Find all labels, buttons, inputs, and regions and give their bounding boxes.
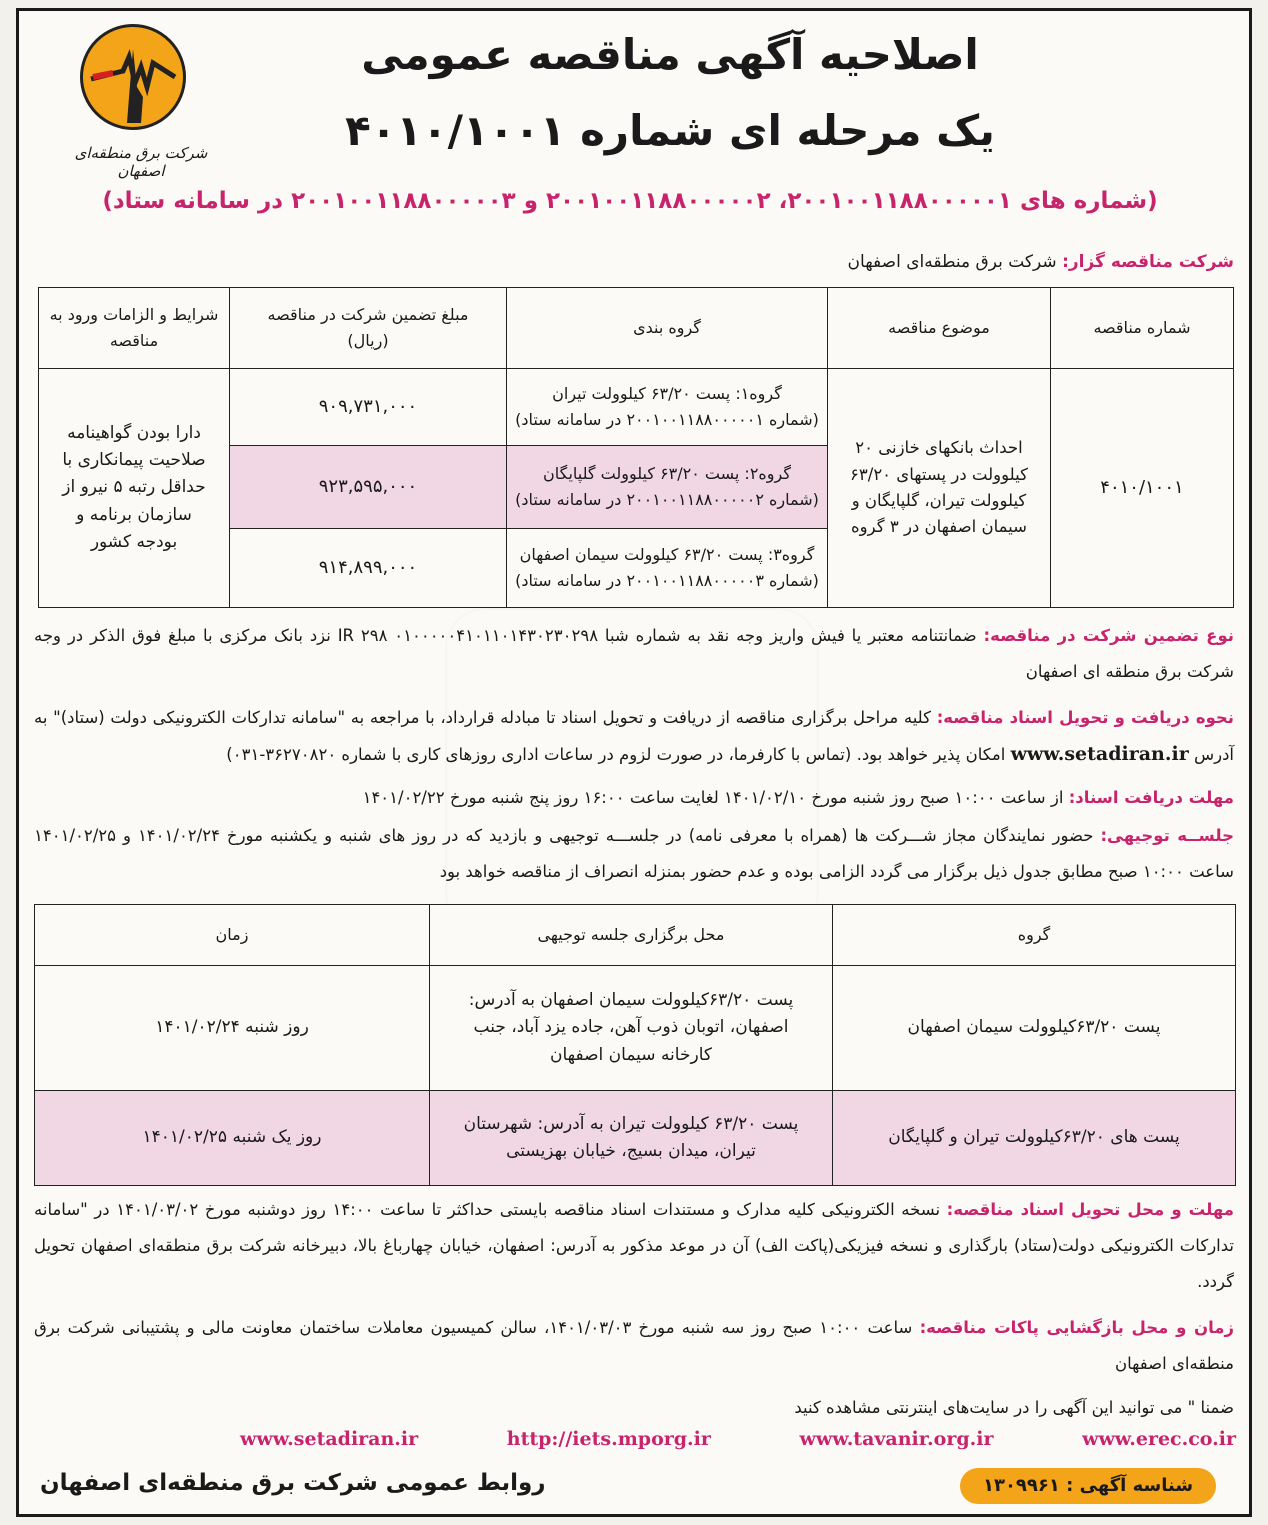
website-links <box>240 1428 1236 1450</box>
briefing-time: روز شنبه ۱۴۰۱/۰۲/۲۴ <box>35 966 430 1091</box>
documents-paragraph <box>34 700 1234 773</box>
group-cell <box>507 446 828 529</box>
logo-emblem-icon <box>80 24 186 130</box>
table-row <box>39 369 1234 446</box>
submission-label: مهلت و محل تحویل اسناد مناقصه: <box>946 1200 1234 1219</box>
deadline-text: از ساعت ۱۰:۰۰ صبح روز شنبه مورخ ۱۴۰۱/۰۲/۱۰ لغایت ساعت ۱۶:۰۰ روز پنج شنبه مورخ ۱۴۰۱/۰۲/۲۲ <box>362 788 1064 807</box>
th-time: زمان <box>35 905 430 966</box>
th-group: گروه <box>833 905 1236 966</box>
documents-text-after: امکان پذیر خواهد بود. (تماس با کارفرما، در صورت لزوم در ساعات اداری روزهای کاری با شماره ۳۶۲۷۰۸۲۰-۰۳۱) <box>226 745 1006 764</box>
deadline-label: مهلت دریافت اسناد: <box>1068 788 1234 807</box>
th-guarantee: مبلغ تضمین شرکت در مناقصه (ریال) <box>230 288 507 369</box>
note-paragraph: ضمنا " می توانید این آگهی را در سایت‌های اینترنتی مشاهده کنید <box>794 1398 1234 1417</box>
link-setadiran[interactable]: www.setadiran.ir <box>240 1428 419 1450</box>
group-title: گروه۳: پست ۶۳/۲۰ کیلوولت سیمان اصفهان <box>519 545 815 565</box>
logo-caption: شرکت برق منطقه‌ای اصفهان <box>74 144 208 180</box>
tender-table-header <box>39 288 1234 369</box>
tender-number: ۴۰۱۰/۱۰۰۱ <box>1051 369 1234 608</box>
title-line-2: یک مرحله ای شماره ۴۰۱۰/۱۰۰۱ <box>345 106 995 155</box>
group-amount: ۹۰۹,۷۳۱,۰۰۰ <box>230 369 507 446</box>
opening-label: زمان و محل بازگشایی پاکات مناقصه: <box>919 1318 1234 1337</box>
th-subject: موضوع مناقصه <box>828 288 1051 369</box>
group-cell <box>507 369 828 446</box>
guarantee-type-paragraph <box>34 618 1234 690</box>
title-line-1: اصلاحیه آگهی مناقصه عمومی <box>361 30 979 79</box>
guarantee-type-text: ضمانتنامه معتبر یا فیش واریز وجه نقد به شماره شبا IR ۲۹۸ ۰۱۰۰۰۰۰۴۱۰۱۱۰۱۴۳۰۲۳۰۲۹۸ نزد بانک مرکزی با مبلغ فوق الذکر در وجه شرکت برق منطقه ای اصفهان <box>34 626 1234 681</box>
ad-id-badge: شناسه آگهی : ۱۳۰۹۹۶۱ <box>960 1468 1216 1504</box>
briefing-text: حضور نمایندگان مجاز شـــرکت ها (همراه با معرفی نامه) در جلســـه توجیهی و بازدید که در روز های شنبه و یکشنبه مورخ ۱۴۰۱/۰۲/۲۴ و ۱۴۰۱/۰۲/۲۵ ساعت ۱۰:۰۰ صبح مطابق جدول ذیل برگزار می گردد الزامی بوده و عدم حضور بمنزله انصراف از مناقصه خواهد بود <box>34 826 1234 881</box>
tender-conditions: دارا بودن گواهینامه صلاحیت پیمانکاری با حداقل رتبه ۵ نیرو از سازمان برنامه و بودجه کشور <box>39 369 230 608</box>
group-code: (شماره ۲۰۰۱۰۰۱۱۸۸۰۰۰۰۰۳ در سامانه ستاد) <box>515 571 819 590</box>
deadline-paragraph <box>34 780 1234 816</box>
briefing-group: پست ۶۳/۲۰کیلوولت سیمان اصفهان <box>833 966 1236 1091</box>
tender-table <box>38 287 1234 608</box>
submission-paragraph <box>34 1192 1234 1300</box>
group-code: (شماره ۲۰۰۱۰۰۱۱۸۸۰۰۰۰۰۲ در سامانه ستاد) <box>515 490 819 509</box>
organizer-value: شرکت برق منطقه‌ای اصفهان <box>847 252 1057 272</box>
th-grouping: گروه بندی <box>507 288 828 369</box>
briefing-time: روز یک شنبه ۱۴۰۱/۰۲/۲۵ <box>35 1091 430 1186</box>
submission-text: نسخه الکترونیکی کلیه مدارک و مستندات اسناد مناقصه بایستی حداکثر تا ساعت ۱۴:۰۰ روز دوشنبه مورخ ۱۴۰۱/۰۳/۰۲ در "سامانه تدارکات الکترونیکی دولت(ستاد) بارگذاری و نسخه فیزیکی(پاکت الف) آن در موعد مذکور به آدرس: اصفهان، خیابان چهارباغ بالا، دبیرخانه شرکت برق منطقه‌ای اصفهان تحویل گردد. <box>34 1200 1234 1291</box>
organizer-label: شرکت مناقصه گزار: <box>1062 252 1234 272</box>
guarantee-type-label: نوع تضمین شرکت در مناقصه: <box>983 626 1234 645</box>
briefing-group: پست های ۶۳/۲۰کیلوولت تیران و گلپایگان <box>833 1091 1236 1186</box>
documents-label: نحوه دریافت و تحویل اسناد مناقصه: <box>936 708 1235 727</box>
organizer-line <box>848 252 1234 272</box>
briefing-paragraph <box>34 818 1234 890</box>
th-location: محل برگزاری جلسه توجیهی <box>430 905 833 966</box>
group-amount: ۹۲۳,۵۹۵,۰۰۰ <box>230 446 507 529</box>
th-conditions: شرایط و الزامات ورود به مناقصه <box>39 288 230 369</box>
documents-text-before: کلیه مراحل برگزاری مناقصه از دریافت و تحویل اسناد تا مبادله قرارداد، با مراجعه به "سامانه تدارکات الکترونیکی دولت (ستاد)" به آدرس <box>34 708 1234 764</box>
opening-text: ساعت ۱۰:۰۰ صبح روز سه شنبه مورخ ۱۴۰۱/۰۳/۰۳، سالن کمیسیون معاملات ساختمان معاونت مالی و پشتیبانی شرکت برق منطقه‌ای اصفهان <box>34 1318 1234 1373</box>
th-number: شماره مناقصه <box>1051 288 1234 369</box>
link-erec[interactable]: www.erec.co.ir <box>1082 1428 1236 1450</box>
group-code: (شماره ۲۰۰۱۰۰۱۱۸۸۰۰۰۰۰۱ در سامانه ستاد) <box>515 410 819 429</box>
group-amount: ۹۱۴,۸۹۹,۰۰۰ <box>230 529 507 608</box>
opening-paragraph <box>34 1310 1234 1382</box>
table-row <box>35 966 1236 1091</box>
briefing-label: جلســه توجیهی: <box>1100 826 1234 845</box>
group-cell <box>507 529 828 608</box>
company-logo <box>66 24 216 184</box>
group-title: گروه۱: پست ۶۳/۲۰ کیلوولت تیران <box>552 384 782 404</box>
table-row <box>35 1091 1236 1186</box>
briefing-table-header <box>35 905 1236 966</box>
briefing-location: پست ۶۳/۲۰ کیلوولت تیران به آدرس: شهرستان تیران، میدان بسیج، خیابان بهزیستی <box>430 1091 833 1186</box>
subtitle: (شماره های ۲۰۰۱۰۰۱۱۸۸۰۰۰۰۰۱، ۲۰۰۱۰۰۱۱۸۸۰۰۰۰۰۲ و ۲۰۰۱۰۰۱۱۸۸۰۰۰۰۰۳ در سامانه ستاد) <box>102 188 1158 214</box>
briefing-table <box>34 904 1236 1186</box>
link-iets[interactable]: http://iets.mporg.ir <box>506 1428 711 1450</box>
link-tavanir[interactable]: www.tavanir.org.ir <box>799 1428 994 1450</box>
briefing-location: پست ۶۳/۲۰کیلوولت سیمان اصفهان به آدرس: اصفهان، اتوبان ذوب آهن، جاده یزد آباد، جنب کارخانه سیمان اصفهان <box>430 966 833 1091</box>
setadiran-link[interactable]: www.setadiran.ir <box>1010 743 1189 765</box>
group-title: گروه۲: پست ۶۳/۲۰ کیلوولت گلپایگان <box>543 464 791 484</box>
public-relations-footer: روابط عمومی شرکت برق منطقه‌ای اصفهان <box>40 1470 546 1496</box>
tender-subject: احداث بانکهای خازنی ۲۰ کیلوولت در پستهای ۶۳/۲۰ کیلوولت تیران، گلپایگان و سیمان اصفهان در ۳ گروه <box>828 369 1051 608</box>
